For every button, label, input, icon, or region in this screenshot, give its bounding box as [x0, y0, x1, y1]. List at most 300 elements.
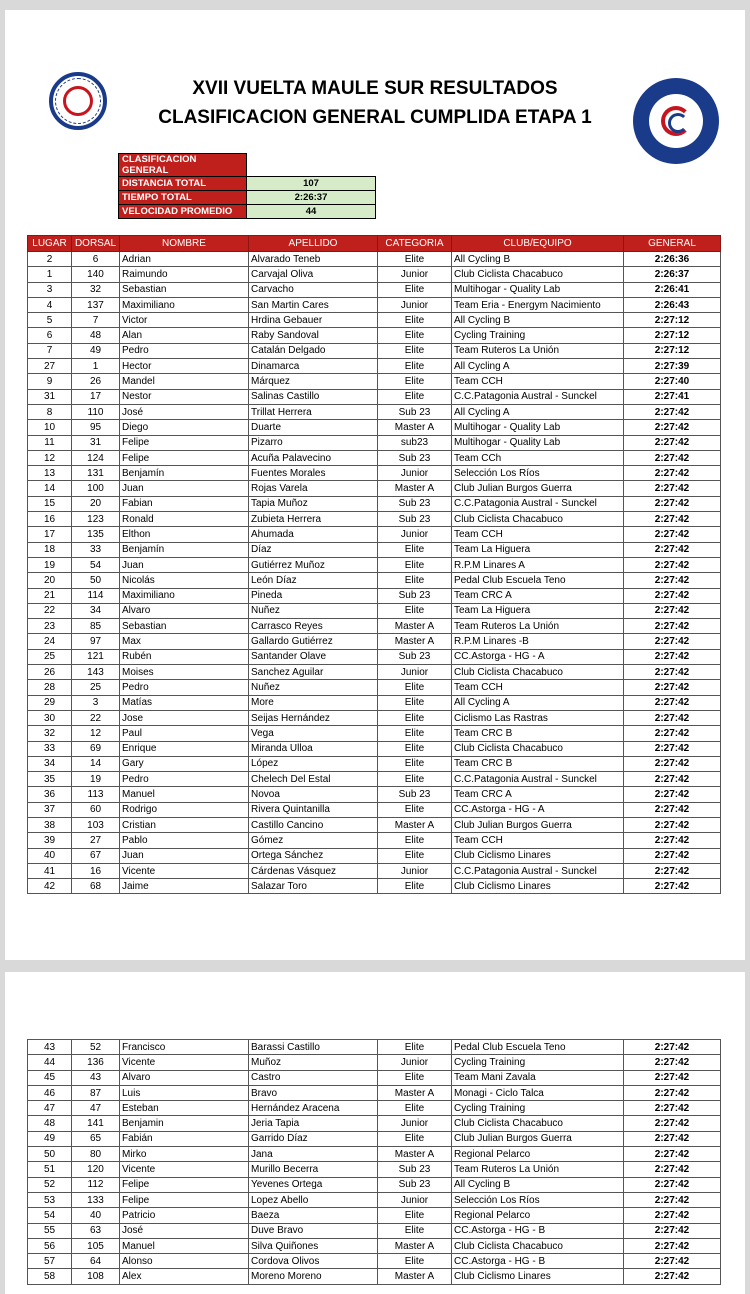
cell-general: 2:27:42: [624, 542, 721, 557]
table-row: [28, 833, 721, 848]
cell-apellido: Seijas Hernández: [249, 710, 378, 725]
cell-dorsal: 27: [72, 833, 120, 848]
summary-heading: CLASIFICACION GENERAL: [119, 154, 247, 177]
cell-club: Monagi - Ciclo Talca: [452, 1085, 624, 1100]
cell-dorsal: 112: [72, 1177, 120, 1192]
cell-nombre: Alonso: [120, 1254, 249, 1269]
cell-apellido: Catalán Delgado: [249, 343, 378, 358]
cell-apellido: Carvacho: [249, 282, 378, 297]
cell-categoria: Sub 23: [378, 649, 452, 664]
cell-dorsal: 19: [72, 772, 120, 787]
table-row: [28, 665, 721, 680]
table-row: [28, 343, 721, 358]
cell-nombre: Felipe: [120, 450, 249, 465]
table-row: [28, 787, 721, 802]
cell-apellido: Dinamarca: [249, 359, 378, 374]
cell-general: 2:27:42: [624, 573, 721, 588]
cell-dorsal: 63: [72, 1223, 120, 1238]
cell-apellido: Jana: [249, 1147, 378, 1162]
cell-categoria: Elite: [378, 802, 452, 817]
cell-dorsal: 103: [72, 817, 120, 832]
cell-nombre: Juan: [120, 481, 249, 496]
cell-nombre: Pedro: [120, 772, 249, 787]
cell-club: Team Mani Zavala: [452, 1070, 624, 1085]
cell-categoria: Elite: [378, 1223, 452, 1238]
cell-nombre: Alan: [120, 328, 249, 343]
cell-nombre: Esteban: [120, 1101, 249, 1116]
cell-nombre: Nestor: [120, 389, 249, 404]
table-row: [28, 772, 721, 787]
cell-categoria: Master A: [378, 817, 452, 832]
cell-lugar: 54: [28, 1208, 72, 1223]
cell-apellido: Vega: [249, 726, 378, 741]
cell-general: 2:27:42: [624, 710, 721, 725]
table-row: [28, 1238, 721, 1253]
cell-categoria: Junior: [378, 1055, 452, 1070]
cell-apellido: Salinas Castillo: [249, 389, 378, 404]
cell-club: Team CCh: [452, 450, 624, 465]
cell-nombre: Alvaro: [120, 603, 249, 618]
cell-club: Club Ciclista Chacabuco: [452, 741, 624, 756]
cell-club: Club Ciclista Chacabuco: [452, 1238, 624, 1253]
cell-general: 2:27:40: [624, 374, 721, 389]
table-row: [28, 297, 721, 312]
cell-general: 2:27:42: [624, 1055, 721, 1070]
cell-dorsal: 64: [72, 1254, 120, 1269]
cell-club: Pedal Club Escuela Teno: [452, 1040, 624, 1055]
cell-categoria: Elite: [378, 1101, 452, 1116]
cell-apellido: Gómez: [249, 833, 378, 848]
cell-club: Team CCH: [452, 833, 624, 848]
cell-categoria: Junior: [378, 527, 452, 542]
cell-nombre: Jaime: [120, 879, 249, 894]
cell-categoria: Elite: [378, 252, 452, 267]
cell-lugar: 56: [28, 1238, 72, 1253]
table-row: [28, 389, 721, 404]
cell-categoria: Elite: [378, 328, 452, 343]
cell-nombre: Pedro: [120, 680, 249, 695]
cell-nombre: Adrian: [120, 252, 249, 267]
table-row: [28, 496, 721, 511]
cell-general: 2:27:42: [624, 756, 721, 771]
cell-lugar: 19: [28, 557, 72, 572]
cell-apellido: San Martin Cares: [249, 297, 378, 312]
cell-dorsal: 135: [72, 527, 120, 542]
cell-club: Club Ciclista Chacabuco: [452, 665, 624, 680]
cell-dorsal: 133: [72, 1192, 120, 1207]
table-row: [28, 1131, 721, 1146]
cell-club: Regional Pelarco: [452, 1208, 624, 1223]
cell-nombre: Sebastian: [120, 282, 249, 297]
cell-categoria: Sub 23: [378, 450, 452, 465]
cell-lugar: 40: [28, 848, 72, 863]
cell-nombre: Max: [120, 634, 249, 649]
cell-categoria: Elite: [378, 756, 452, 771]
column-header-club: CLUB/EQUIPO: [452, 236, 624, 252]
cell-club: CC.Astorga - HG - A: [452, 802, 624, 817]
cell-lugar: 18: [28, 542, 72, 557]
cell-general: 2:27:42: [624, 1040, 721, 1055]
cell-lugar: 3: [28, 282, 72, 297]
cell-nombre: Diego: [120, 420, 249, 435]
cell-nombre: Enrique: [120, 741, 249, 756]
table-row: [28, 420, 721, 435]
cell-club: All Cycling B: [452, 313, 624, 328]
cell-apellido: Fuentes Morales: [249, 466, 378, 481]
cell-apellido: Márquez: [249, 374, 378, 389]
cell-nombre: Juan: [120, 557, 249, 572]
cell-lugar: 42: [28, 879, 72, 894]
cell-apellido: Salazar Toro: [249, 879, 378, 894]
cell-club: Ciclismo Las Rastras: [452, 710, 624, 725]
cell-dorsal: 60: [72, 802, 120, 817]
cell-apellido: Zubieta Herrera: [249, 512, 378, 527]
table-row: [28, 710, 721, 725]
cell-lugar: 32: [28, 726, 72, 741]
cell-nombre: Cristian: [120, 817, 249, 832]
cell-apellido: Gallardo Gutiérrez: [249, 634, 378, 649]
cell-club: Club Ciclista Chacabuco: [452, 1116, 624, 1131]
cell-categoria: Elite: [378, 343, 452, 358]
table-row: [28, 282, 721, 297]
cell-dorsal: 17: [72, 389, 120, 404]
cell-dorsal: 43: [72, 1070, 120, 1085]
cell-general: 2:27:42: [624, 496, 721, 511]
table-row: [28, 1192, 721, 1207]
cell-lugar: 41: [28, 863, 72, 878]
table-row: [28, 588, 721, 603]
cell-club: C.C.Patagonia Austral - Sunckel: [452, 772, 624, 787]
cell-club: R.P.M Linares -B: [452, 634, 624, 649]
cell-club: Team CCH: [452, 374, 624, 389]
cell-general: 2:26:36: [624, 252, 721, 267]
table-row: [28, 512, 721, 527]
table-row: [28, 1116, 721, 1131]
cell-lugar: 24: [28, 634, 72, 649]
table-row: [28, 267, 721, 282]
cell-lugar: 31: [28, 389, 72, 404]
cell-lugar: 28: [28, 680, 72, 695]
cell-nombre: Raimundo: [120, 267, 249, 282]
cell-dorsal: 48: [72, 328, 120, 343]
cell-nombre: Moises: [120, 665, 249, 680]
cell-nombre: Vicente: [120, 1162, 249, 1177]
cell-general: 2:27:42: [624, 466, 721, 481]
column-header-categoria: CATEGORIA: [378, 236, 452, 252]
cell-nombre: Hector: [120, 359, 249, 374]
cell-apellido: Cárdenas Vásquez: [249, 863, 378, 878]
cell-apellido: Ortega Sánchez: [249, 848, 378, 863]
column-header-nombre: NOMBRE: [120, 236, 249, 252]
cell-general: 2:27:42: [624, 1238, 721, 1253]
cell-apellido: Trillat Herrera: [249, 404, 378, 419]
cell-lugar: 27: [28, 359, 72, 374]
table-row: [28, 802, 721, 817]
cell-general: 2:27:42: [624, 649, 721, 664]
cell-lugar: 51: [28, 1162, 72, 1177]
cell-categoria: Elite: [378, 833, 452, 848]
cell-apellido: Bravo: [249, 1085, 378, 1100]
cell-apellido: Rivera Quintanilla: [249, 802, 378, 817]
cell-general: 2:27:42: [624, 1177, 721, 1192]
cell-general: 2:27:42: [624, 481, 721, 496]
cell-nombre: Benjamín: [120, 466, 249, 481]
cell-nombre: Elthon: [120, 527, 249, 542]
cell-apellido: Duve Bravo: [249, 1223, 378, 1238]
cell-lugar: 4: [28, 297, 72, 312]
cell-general: 2:27:42: [624, 802, 721, 817]
cell-categoria: Elite: [378, 1131, 452, 1146]
cell-categoria: Master A: [378, 481, 452, 496]
cell-lugar: 14: [28, 481, 72, 496]
cell-general: 2:27:42: [624, 404, 721, 419]
summary-value: 107: [247, 177, 376, 191]
cell-nombre: Rubén: [120, 649, 249, 664]
cell-categoria: Elite: [378, 741, 452, 756]
cell-general: 2:27:42: [624, 1147, 721, 1162]
table-row: [28, 680, 721, 695]
cell-lugar: 10: [28, 420, 72, 435]
table-row: [28, 1040, 721, 1055]
cell-club: All Cycling A: [452, 695, 624, 710]
cell-categoria: Sub 23: [378, 588, 452, 603]
table-row: [28, 374, 721, 389]
cell-nombre: Nicolás: [120, 573, 249, 588]
cell-lugar: 2: [28, 252, 72, 267]
summary-label: TIEMPO TOTAL: [119, 191, 247, 205]
cell-categoria: Sub 23: [378, 1177, 452, 1192]
cell-club: Club Ciclista Chacabuco: [452, 512, 624, 527]
cell-categoria: Master A: [378, 619, 452, 634]
cell-lugar: 39: [28, 833, 72, 848]
cell-dorsal: 65: [72, 1131, 120, 1146]
cell-lugar: 57: [28, 1254, 72, 1269]
cell-general: 2:27:12: [624, 343, 721, 358]
cell-nombre: Francisco: [120, 1040, 249, 1055]
cell-nombre: Gary: [120, 756, 249, 771]
cell-lugar: 25: [28, 649, 72, 664]
cell-lugar: 17: [28, 527, 72, 542]
cell-apellido: Pizarro: [249, 435, 378, 450]
cell-lugar: 49: [28, 1131, 72, 1146]
table-row: [28, 1223, 721, 1238]
cell-categoria: Elite: [378, 542, 452, 557]
cell-nombre: Felipe: [120, 435, 249, 450]
cell-categoria: Master A: [378, 634, 452, 649]
cell-club: Cycling Training: [452, 1055, 624, 1070]
cell-apellido: Acuña Palavecino: [249, 450, 378, 465]
column-header-general: GENERAL: [624, 236, 721, 252]
cell-lugar: 46: [28, 1085, 72, 1100]
cell-dorsal: 68: [72, 879, 120, 894]
cell-lugar: 38: [28, 817, 72, 832]
cell-dorsal: 123: [72, 512, 120, 527]
cell-club: C.C.Patagonia Austral - Sunckel: [452, 863, 624, 878]
cell-dorsal: 124: [72, 450, 120, 465]
cell-dorsal: 31: [72, 435, 120, 450]
table-row: [28, 1254, 721, 1269]
results-table-continued: [27, 1039, 721, 1285]
cell-lugar: 30: [28, 710, 72, 725]
cell-nombre: Ronald: [120, 512, 249, 527]
table-row: [28, 481, 721, 496]
cell-lugar: 7: [28, 343, 72, 358]
cell-categoria: Elite: [378, 680, 452, 695]
cell-apellido: Gutiérrez Muñoz: [249, 557, 378, 572]
table-row: [28, 619, 721, 634]
cell-nombre: José: [120, 1223, 249, 1238]
cell-dorsal: 67: [72, 848, 120, 863]
cell-dorsal: 136: [72, 1055, 120, 1070]
cell-apellido: Garrido Díaz: [249, 1131, 378, 1146]
cell-categoria: Master A: [378, 1238, 452, 1253]
cell-lugar: 22: [28, 603, 72, 618]
cell-categoria: Sub 23: [378, 404, 452, 419]
cell-apellido: Carrasco Reyes: [249, 619, 378, 634]
cell-club: Team Ruteros La Unión: [452, 343, 624, 358]
cell-club: Multihogar - Quality Lab: [452, 435, 624, 450]
cell-dorsal: 131: [72, 466, 120, 481]
cell-club: Team La Higuera: [452, 603, 624, 618]
cell-nombre: Vicente: [120, 863, 249, 878]
cell-categoria: Elite: [378, 313, 452, 328]
cell-general: 2:27:42: [624, 1101, 721, 1116]
cell-apellido: Hernández Aracena: [249, 1101, 378, 1116]
cell-lugar: 33: [28, 741, 72, 756]
cell-general: 2:27:42: [624, 1070, 721, 1085]
cell-dorsal: 80: [72, 1147, 120, 1162]
cell-club: All Cycling A: [452, 359, 624, 374]
cell-dorsal: 110: [72, 404, 120, 419]
cell-categoria: Junior: [378, 665, 452, 680]
federation-logo-icon: [633, 78, 719, 164]
table-row: [28, 542, 721, 557]
cell-lugar: 53: [28, 1192, 72, 1207]
cell-dorsal: 69: [72, 741, 120, 756]
table-row: [28, 879, 721, 894]
cell-dorsal: 47: [72, 1101, 120, 1116]
cell-categoria: Sub 23: [378, 496, 452, 511]
cell-apellido: Hrdina Gebauer: [249, 313, 378, 328]
cell-categoria: Master A: [378, 420, 452, 435]
cell-nombre: Patricio: [120, 1208, 249, 1223]
results-table: [27, 235, 721, 894]
cell-dorsal: 22: [72, 710, 120, 725]
cell-general: 2:26:43: [624, 297, 721, 312]
cell-club: Regional Pelarco: [452, 1147, 624, 1162]
cell-club: Multihogar - Quality Lab: [452, 420, 624, 435]
cell-club: Team CCH: [452, 680, 624, 695]
cell-dorsal: 121: [72, 649, 120, 664]
summary-table: [118, 153, 376, 219]
cell-lugar: 8: [28, 404, 72, 419]
table-row: [28, 695, 721, 710]
table-row: [28, 1208, 721, 1223]
cell-lugar: 52: [28, 1177, 72, 1192]
cell-general: 2:27:42: [624, 634, 721, 649]
cell-club: CC.Astorga - HG - A: [452, 649, 624, 664]
table-row: [28, 328, 721, 343]
cell-nombre: Benjamín: [120, 542, 249, 557]
cell-club: All Cycling B: [452, 1177, 624, 1192]
cell-club: Team Ruteros La Unión: [452, 619, 624, 634]
cell-general: 2:27:42: [624, 588, 721, 603]
cell-nombre: Pablo: [120, 833, 249, 848]
cell-lugar: 1: [28, 267, 72, 282]
cell-dorsal: 33: [72, 542, 120, 557]
cell-categoria: Master A: [378, 1085, 452, 1100]
table-row: [28, 1162, 721, 1177]
cell-dorsal: 26: [72, 374, 120, 389]
table-header-row: [28, 236, 721, 252]
cell-apellido: Baeza: [249, 1208, 378, 1223]
cell-nombre: Jose: [120, 710, 249, 725]
cell-club: Cycling Training: [452, 328, 624, 343]
cell-club: CC.Astorga - HG - B: [452, 1223, 624, 1238]
cell-categoria: Elite: [378, 848, 452, 863]
cell-apellido: Pineda: [249, 588, 378, 603]
cell-nombre: Sebastian: [120, 619, 249, 634]
cell-dorsal: 49: [72, 343, 120, 358]
cell-lugar: 44: [28, 1055, 72, 1070]
results-page-1: [5, 10, 745, 960]
cell-general: 2:27:42: [624, 557, 721, 572]
cell-club: R.P.M Linares A: [452, 557, 624, 572]
cell-general: 2:27:42: [624, 833, 721, 848]
cell-categoria: Junior: [378, 863, 452, 878]
cell-categoria: Elite: [378, 573, 452, 588]
cell-club: CC.Astorga - HG - B: [452, 1254, 624, 1269]
column-header-lugar: LUGAR: [28, 236, 72, 252]
cell-apellido: Chelech Del Estal: [249, 772, 378, 787]
cell-general: 2:27:42: [624, 1192, 721, 1207]
cell-club: Club Ciclista Chacabuco: [452, 267, 624, 282]
cell-lugar: 29: [28, 695, 72, 710]
table-row: [28, 527, 721, 542]
cell-general: 2:27:42: [624, 695, 721, 710]
cell-general: 2:27:42: [624, 879, 721, 894]
cell-categoria: Elite: [378, 374, 452, 389]
cell-dorsal: 87: [72, 1085, 120, 1100]
cell-lugar: 50: [28, 1147, 72, 1162]
cell-dorsal: 140: [72, 267, 120, 282]
cell-nombre: José: [120, 404, 249, 419]
cell-lugar: 16: [28, 512, 72, 527]
cell-apellido: Lopez Abello: [249, 1192, 378, 1207]
summary-label: VELOCIDAD PROMEDIO: [119, 205, 247, 219]
cell-apellido: Silva Quiñones: [249, 1238, 378, 1253]
cell-categoria: Junior: [378, 297, 452, 312]
table-row: [28, 1147, 721, 1162]
cell-apellido: Moreno Moreno: [249, 1269, 378, 1284]
cell-apellido: León Díaz: [249, 573, 378, 588]
cell-general: 2:27:42: [624, 1162, 721, 1177]
cell-categoria: Elite: [378, 389, 452, 404]
cell-general: 2:27:12: [624, 328, 721, 343]
cell-dorsal: 141: [72, 1116, 120, 1131]
cell-nombre: Mirko: [120, 1147, 249, 1162]
cell-club: Selección Los Ríos: [452, 1192, 624, 1207]
cell-general: 2:27:42: [624, 665, 721, 680]
cell-dorsal: 25: [72, 680, 120, 695]
cell-apellido: Nuñez: [249, 603, 378, 618]
cell-club: Team La Higuera: [452, 542, 624, 557]
cell-general: 2:27:42: [624, 1116, 721, 1131]
cell-dorsal: 34: [72, 603, 120, 618]
cell-lugar: 5: [28, 313, 72, 328]
cell-nombre: Alex: [120, 1269, 249, 1284]
cell-club: Club Ciclismo Linares: [452, 879, 624, 894]
